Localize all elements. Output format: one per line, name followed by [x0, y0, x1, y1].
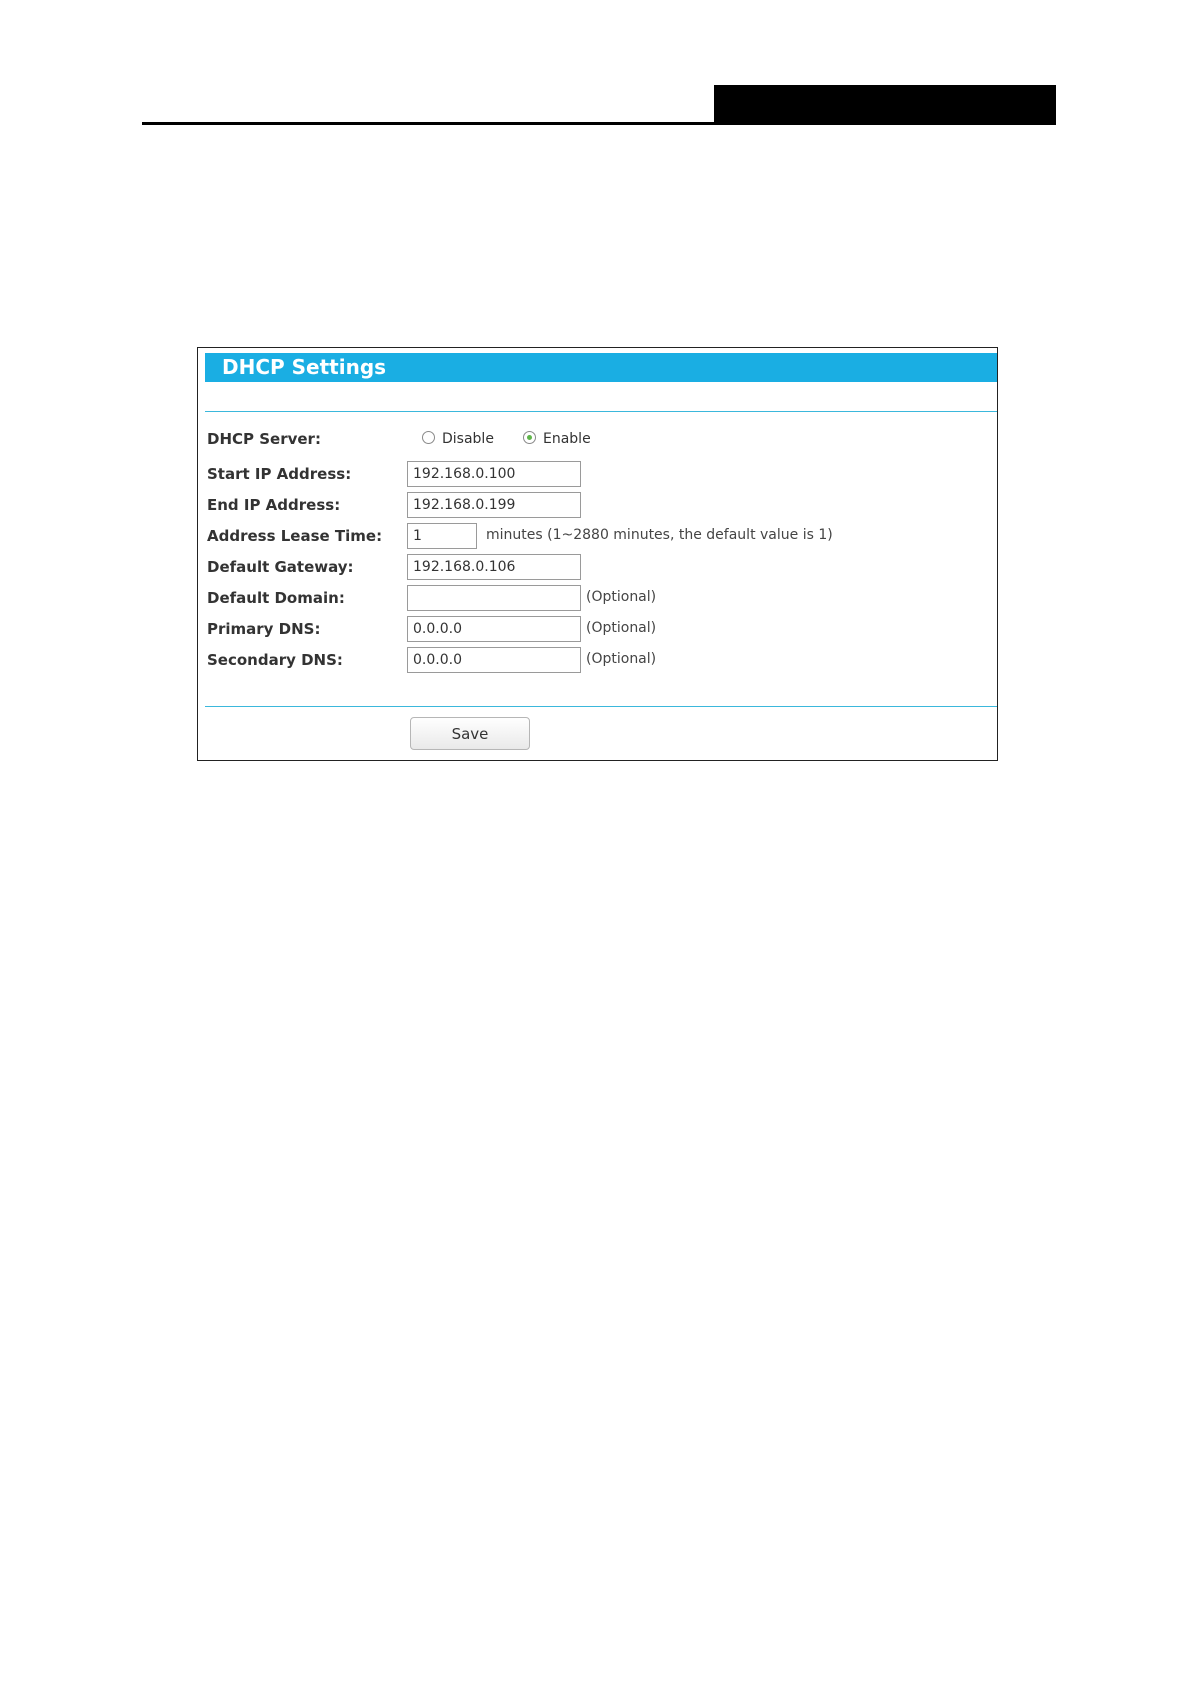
enable-radio[interactable] — [523, 431, 536, 444]
lease-time-input[interactable] — [407, 523, 477, 549]
end-ip-row — [207, 491, 987, 519]
gateway-input[interactable] — [407, 554, 581, 580]
enable-radio-label[interactable]: Enable — [543, 431, 591, 447]
domain-input[interactable] — [407, 585, 581, 611]
end-ip-input[interactable] — [407, 492, 581, 518]
lease-time-hint: minutes (1~2880 minutes, the default value is 1) — [486, 527, 833, 543]
header-rule — [142, 122, 1054, 125]
start-ip-input[interactable] — [407, 461, 581, 487]
top-divider — [205, 411, 997, 412]
dhcp-settings-panel — [197, 347, 998, 761]
primary-dns-hint: (Optional) — [586, 620, 657, 636]
secondary-dns-input[interactable] — [407, 647, 581, 673]
lease-time-label: Address Lease Time: — [207, 527, 383, 545]
panel-title: DHCP Settings — [205, 353, 997, 382]
dhcp-server-row — [207, 425, 987, 453]
primary-dns-row — [207, 615, 987, 643]
secondary-dns-hint: (Optional) — [586, 651, 657, 667]
header-block — [714, 85, 1056, 125]
disable-radio-label[interactable]: Disable — [442, 431, 494, 447]
secondary-dns-row — [207, 646, 987, 674]
dhcp-server-label: DHCP Server: — [207, 430, 321, 448]
primary-dns-label: Primary DNS: — [207, 620, 321, 638]
secondary-dns-label: Secondary DNS: — [207, 651, 343, 669]
domain-label: Default Domain: — [207, 589, 345, 607]
save-button[interactable]: Save — [410, 717, 530, 750]
end-ip-label: End IP Address: — [207, 496, 341, 514]
lease-time-row — [207, 522, 987, 550]
bottom-divider — [205, 706, 997, 707]
gateway-row — [207, 553, 987, 581]
start-ip-label: Start IP Address: — [207, 465, 352, 483]
disable-radio[interactable] — [422, 431, 435, 444]
gateway-label: Default Gateway: — [207, 558, 354, 576]
primary-dns-input[interactable] — [407, 616, 581, 642]
domain-row — [207, 584, 987, 612]
start-ip-row — [207, 460, 987, 488]
domain-hint: (Optional) — [586, 589, 657, 605]
